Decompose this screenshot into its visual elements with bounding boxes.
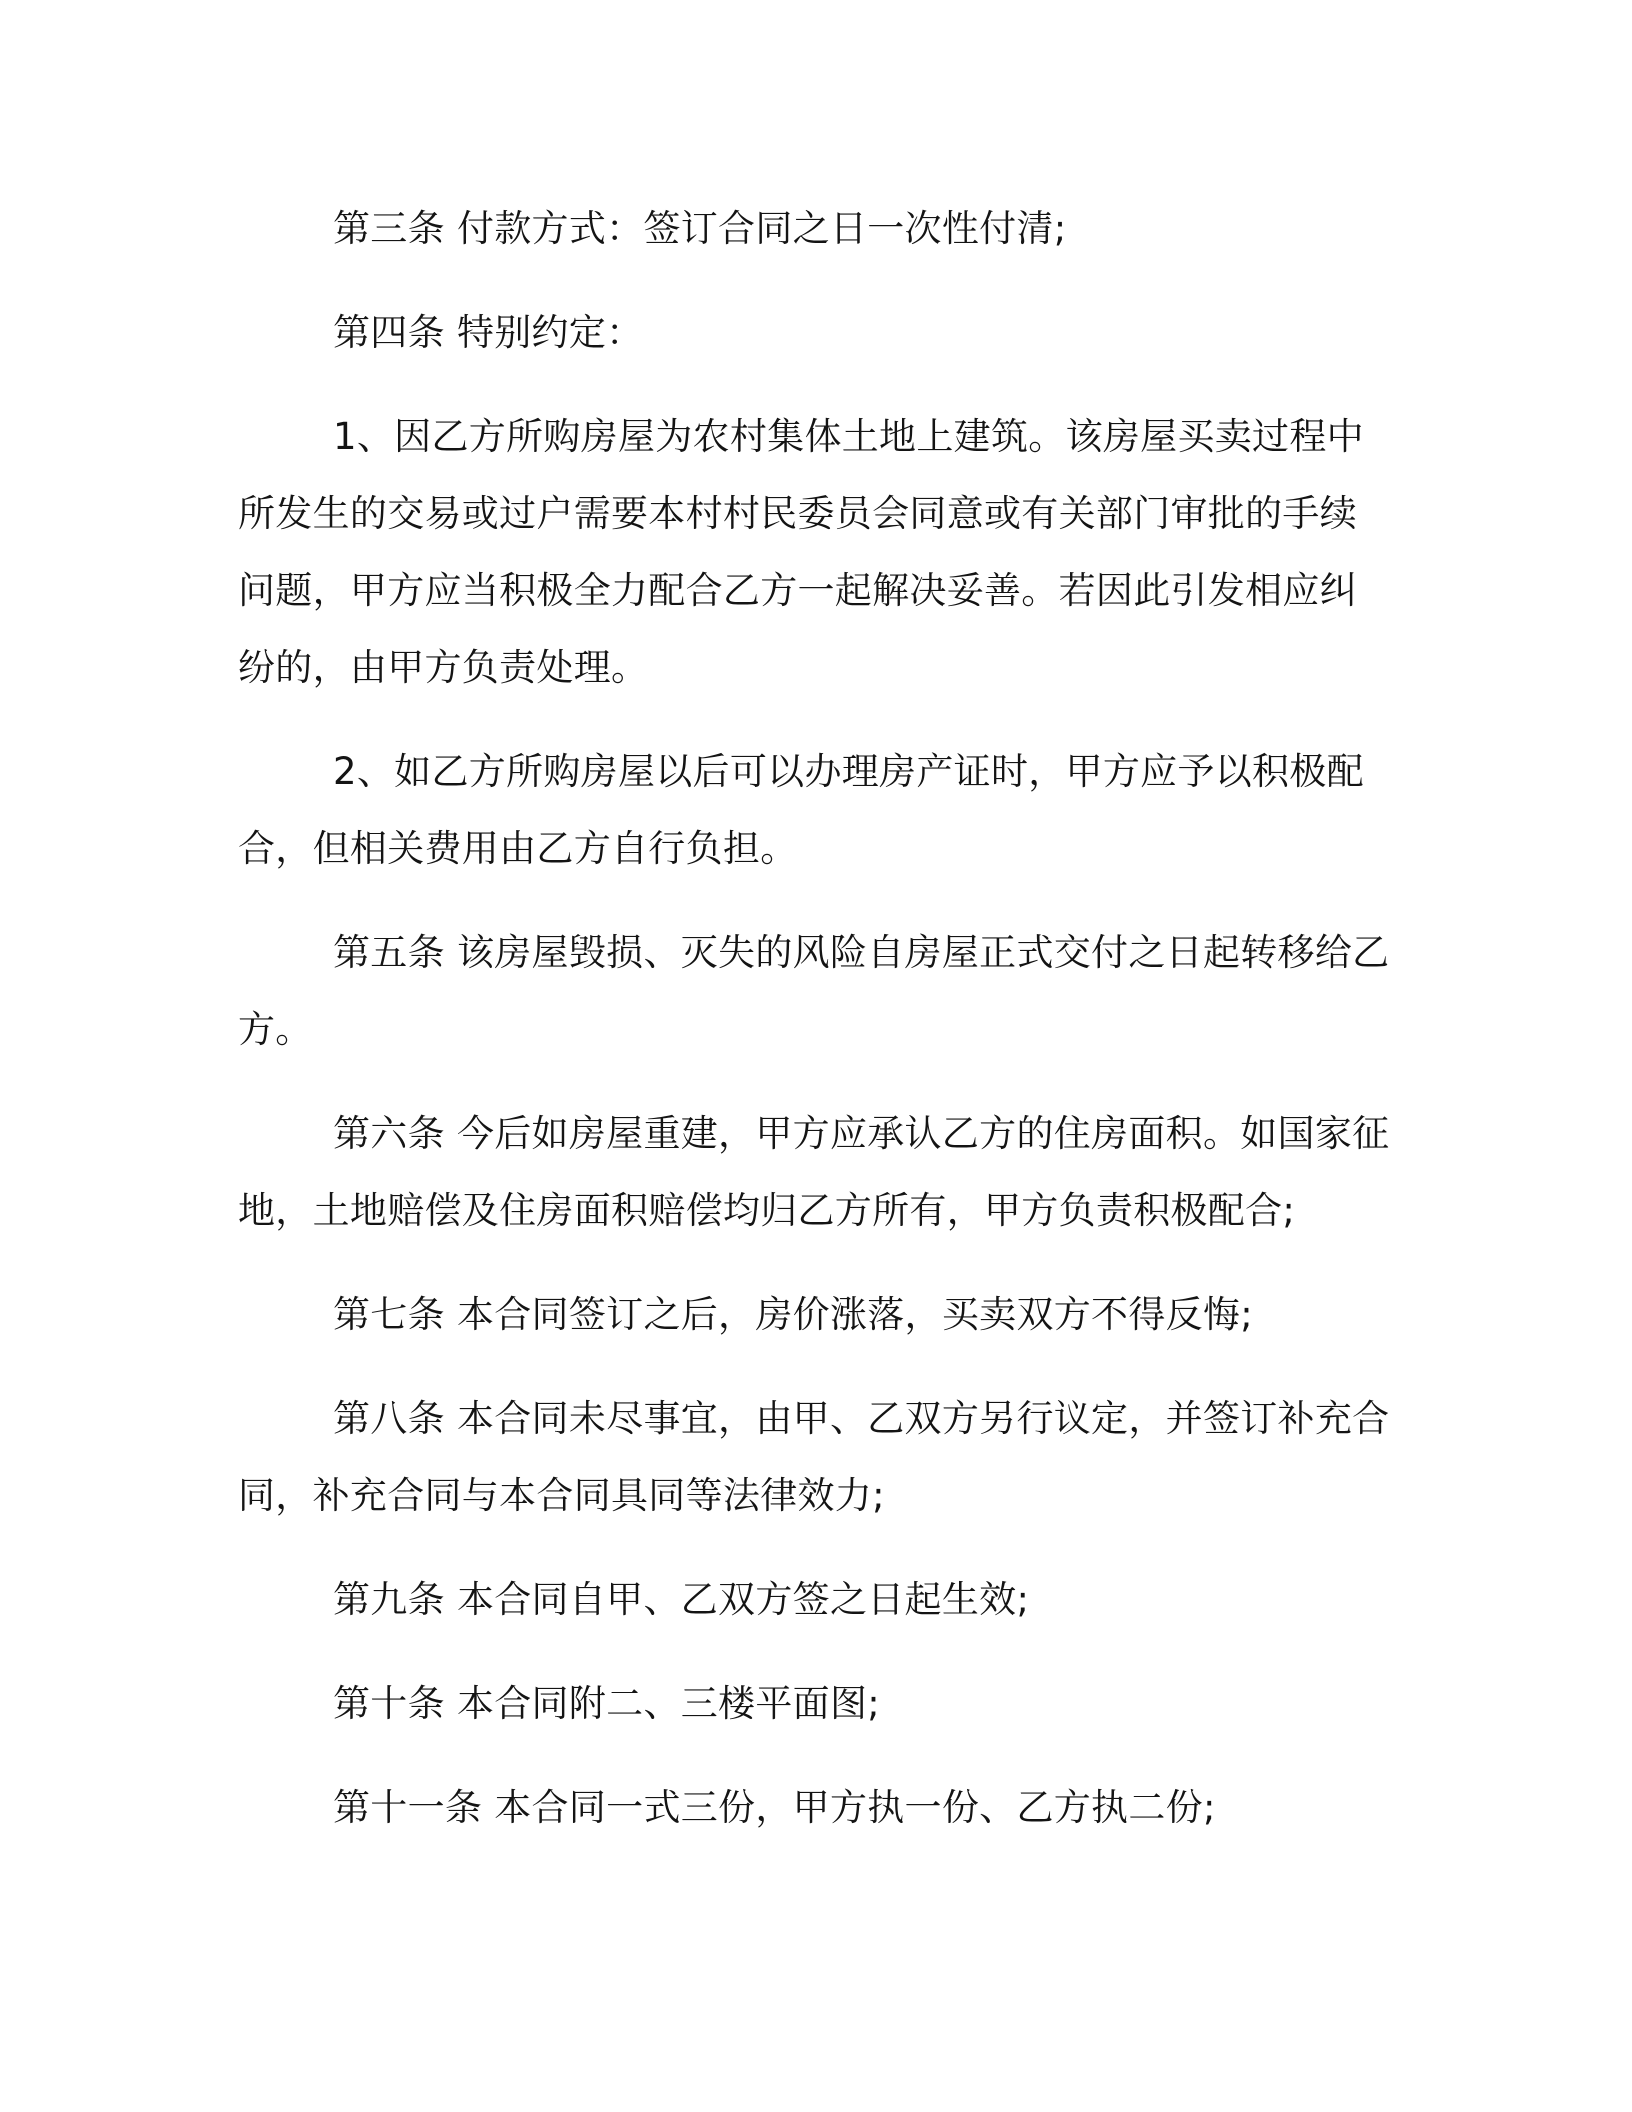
clause-9-effective: 第九条 本合同自甲、乙双方签之日起生效; bbox=[333, 1578, 1030, 1621]
clause-4-item-1: 1、因乙方所购房屋为农村集体土地上建筑。该房屋买卖过程中所发生的交易或过户需要本村村民委员会同意或有关部门审批的手续问题，甲方应当积极全力配合乙方一起解决妥善。若因此引发相应纠纷的，由甲方负责处理。 bbox=[238, 415, 1364, 689]
clause-11-copies: 第十一条 本合同一式三份，甲方执一份、乙方执二份; bbox=[333, 1786, 1216, 1829]
clause-4-special-terms: 第四条 特别约定： bbox=[333, 311, 644, 354]
clause-7-no-regret: 第七条 本合同签订之后，房价涨落，买卖双方不得反悔; bbox=[333, 1293, 1254, 1336]
clause-5-risk-transfer: 第五条 该房屋毁损、灭失的风险自房屋正式交付之日起转移给乙方。 bbox=[238, 931, 1390, 1051]
contract-body bbox=[238, 190, 1390, 1846]
clause-4-item-2: 2、如乙方所购房屋以后可以办理房产证时，甲方应予以积极配合，但相关费用由乙方自行负担。 bbox=[238, 750, 1364, 870]
clause-6-rebuild: 第六条 今后如房屋重建，甲方应承认乙方的住房面积。如国家征地，土地赔偿及住房面积赔偿均归乙方所有，甲方负责积极配合; bbox=[238, 1112, 1390, 1232]
clause-10-floor-plans: 第十条 本合同附二、三楼平面图; bbox=[333, 1682, 881, 1725]
clause-3-payment: 第三条 付款方式：签订合同之日一次性付清; bbox=[333, 207, 1067, 250]
clause-8-supplement: 第八条 本合同未尽事宜，由甲、乙双方另行议定，并签订补充合同，补充合同与本合同具同等法律效力; bbox=[238, 1397, 1390, 1517]
